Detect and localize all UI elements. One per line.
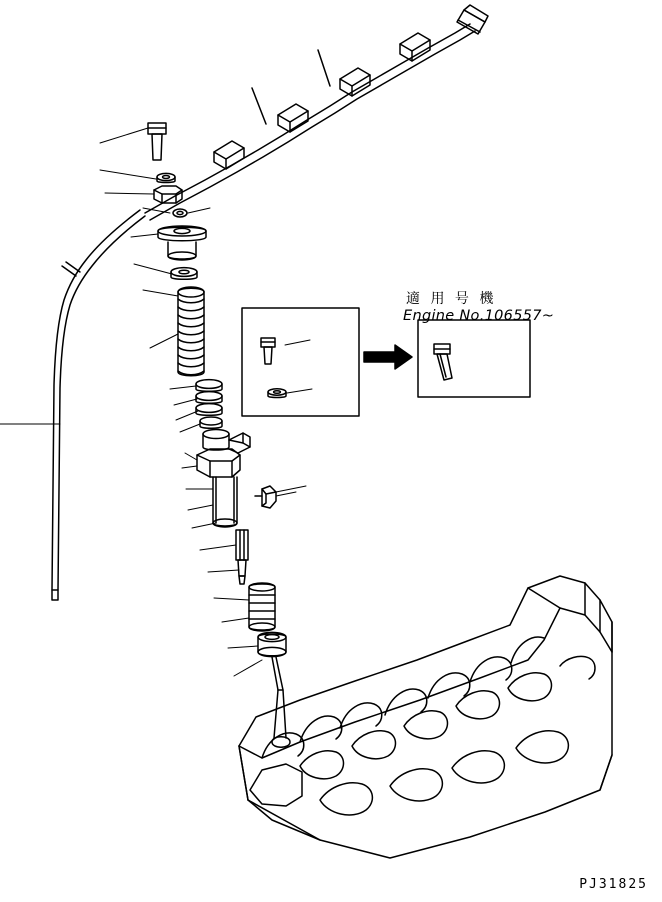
applicability-note-japanese: 適 用 号 機: [406, 291, 497, 307]
figure-code: PJ31825: [579, 877, 648, 892]
fuel-injection-pipe-graphic: [145, 5, 488, 220]
leak-off-pipe-graphic: [52, 210, 145, 600]
washer-mid-graphic: [171, 268, 197, 280]
sleeve-graphic: [249, 583, 275, 631]
bolt-upper-graphic: [148, 123, 166, 160]
washer-upper-graphic: [157, 173, 175, 182]
cylinder-head-graphic: [239, 576, 612, 858]
spring-sleeve-graphic: [178, 287, 204, 376]
spring-seat-graphic: [196, 380, 222, 429]
oring-small-graphic: [173, 209, 187, 217]
applicability-note-english: Engine No.106557~: [403, 308, 555, 324]
holder-clip-graphic: [255, 486, 276, 508]
nozzle-holder-body-graphic: [197, 430, 250, 528]
nozzle-holder-cap-graphic: [158, 226, 206, 260]
nozzle-retaining-nut-graphic: [236, 530, 248, 584]
gasket-ring-graphic: [258, 632, 286, 690]
inset-box-new: [418, 320, 530, 397]
inset-arrow: [364, 345, 412, 369]
inset-box-original: [242, 308, 359, 416]
